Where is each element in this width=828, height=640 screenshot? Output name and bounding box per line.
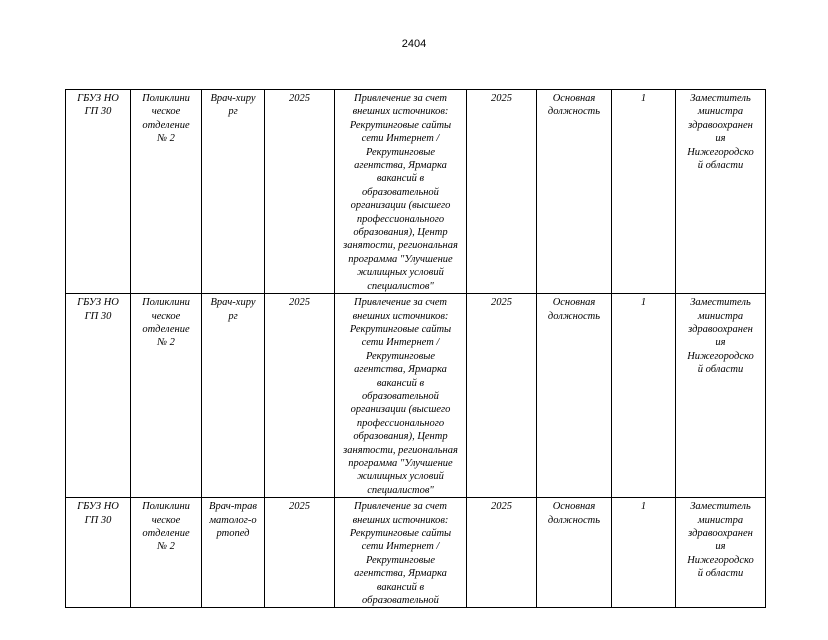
year2-cell: 2025 — [467, 294, 537, 498]
table-row — [66, 498, 766, 608]
responsible-cell: Заместитель министра здравоохранен ия Нижегородско й области — [676, 498, 766, 608]
unit-cell: Поликлини ческое отделение № 2 — [131, 294, 202, 498]
count-cell: 1 — [612, 90, 676, 294]
table-row — [66, 294, 766, 498]
unit-cell: Поликлини ческое отделение № 2 — [131, 90, 202, 294]
count-cell: 1 — [612, 294, 676, 498]
org-cell: ГБУЗ НО ГП 30 — [66, 498, 131, 608]
year-cell: 2025 — [265, 498, 335, 608]
count-cell: 1 — [612, 498, 676, 608]
page-number: 2404 — [401, 38, 427, 50]
job-type-cell: Основная должность — [537, 90, 612, 294]
unit-cell: Поликлини ческое отделение № 2 — [131, 498, 202, 608]
position-cell: Врач-трав матолог-о ртопед — [202, 498, 265, 608]
responsible-cell: Заместитель министра здравоохранен ия Нижегородско й области — [676, 294, 766, 498]
org-cell: ГБУЗ НО ГП 30 — [66, 294, 131, 498]
table-row — [66, 90, 766, 294]
document-table — [65, 89, 766, 608]
position-cell: Врач-хиру рг — [202, 294, 265, 498]
year-cell: 2025 — [265, 294, 335, 498]
responsible-cell: Заместитель министра здравоохранен ия Нижегородско й области — [676, 90, 766, 294]
position-cell: Врач-хиру рг — [202, 90, 265, 294]
source-cell: Привлечение за счет внешних источников: Рекрутинговые сайты сети Интернет / Рекрутинговые агентства, Ярмарка вакансий в образовательной — [335, 498, 467, 608]
year2-cell: 2025 — [467, 498, 537, 608]
org-cell: ГБУЗ НО ГП 30 — [66, 90, 131, 294]
source-cell: Привлечение за счет внешних источников: Рекрутинговые сайты сети Интернет / Рекрутинговые агентства, Ярмарка вакансий в образовательной организации (высшего профессионального образования), Центр занятости, региональная программа "Улучшение жилищных условий специалистов" — [335, 90, 467, 294]
source-cell: Привлечение за счет внешних источников: Рекрутинговые сайты сети Интернет / Рекрутинговые агентства, Ярмарка вакансий в образовательной организации (высшего профессионального образования), Центр занятости, региональная программа "Улучшение жилищных условий специалистов" — [335, 294, 467, 498]
job-type-cell: Основная должность — [537, 294, 612, 498]
year2-cell: 2025 — [467, 90, 537, 294]
job-type-cell: Основная должность — [537, 498, 612, 608]
year-cell: 2025 — [265, 90, 335, 294]
